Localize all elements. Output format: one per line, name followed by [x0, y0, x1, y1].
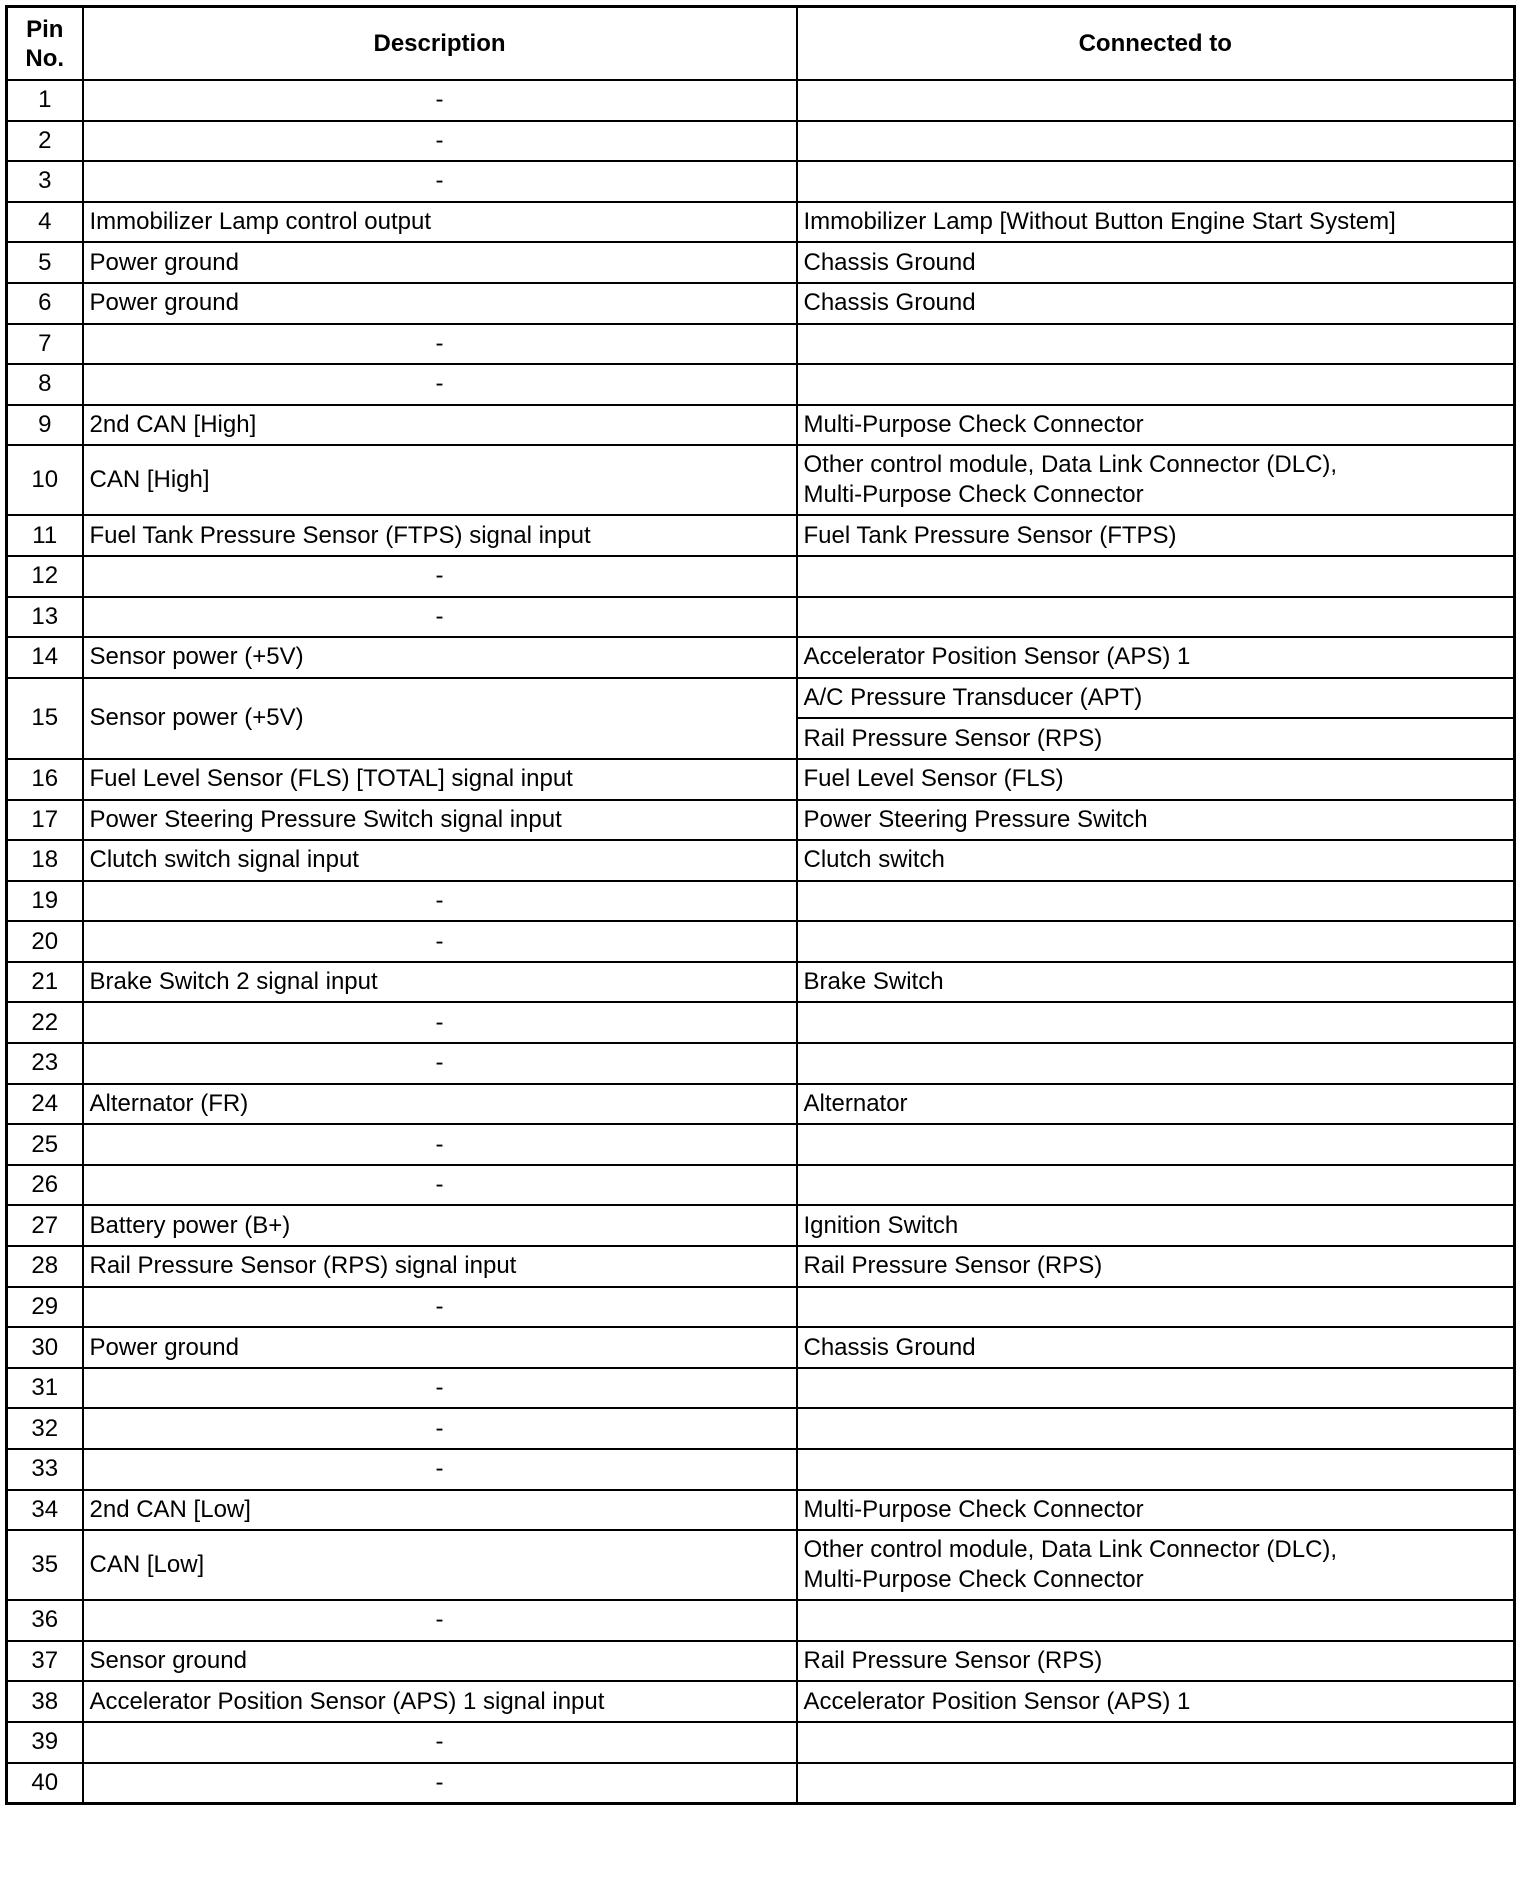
pin-number-cell: 12 — [7, 556, 83, 597]
pin-number-cell: 20 — [7, 921, 83, 962]
table-row — [7, 637, 1515, 678]
pin-number-cell: 17 — [7, 800, 83, 841]
description-cell: Sensor ground — [83, 1641, 797, 1682]
pin-number-cell: 8 — [7, 364, 83, 405]
table-row — [7, 1368, 1515, 1409]
description-cell: CAN [High] — [83, 445, 797, 515]
connected-to-cell: Clutch switch — [797, 840, 1515, 881]
description-cell: - — [83, 1408, 797, 1449]
pin-number-cell: 10 — [7, 445, 83, 515]
pin-number-cell: 3 — [7, 161, 83, 202]
pin-number-cell: 28 — [7, 1246, 83, 1287]
pin-number-cell: 33 — [7, 1449, 83, 1490]
connected-to-cell — [797, 1287, 1515, 1328]
connected-to-cell — [797, 1165, 1515, 1206]
description-cell: - — [83, 881, 797, 922]
description-cell: - — [83, 1002, 797, 1043]
description-cell: - — [83, 1449, 797, 1490]
description-cell: - — [83, 1165, 797, 1206]
description-cell: Power Steering Pressure Switch signal input — [83, 800, 797, 841]
table-row — [7, 242, 1515, 283]
table-row — [7, 445, 1515, 515]
description-cell: Sensor power (+5V) — [83, 637, 797, 678]
description-cell: - — [83, 921, 797, 962]
description-cell: Battery power (B+) — [83, 1205, 797, 1246]
pin-number-cell: 34 — [7, 1490, 83, 1531]
description-cell: Brake Switch 2 signal input — [83, 962, 797, 1003]
description-cell: - — [83, 1600, 797, 1641]
pin-number-cell: 23 — [7, 1043, 83, 1084]
connected-to-cell: Accelerator Position Sensor (APS) 1 — [797, 637, 1515, 678]
table-row — [7, 1205, 1515, 1246]
description-cell: - — [83, 556, 797, 597]
description-cell: 2nd CAN [High] — [83, 405, 797, 446]
table-row — [7, 161, 1515, 202]
table-row — [7, 1681, 1515, 1722]
connected-to-cell: Fuel Level Sensor (FLS) — [797, 759, 1515, 800]
table-row — [7, 515, 1515, 556]
table-row — [7, 1763, 1515, 1804]
table-row — [7, 840, 1515, 881]
table-row — [7, 759, 1515, 800]
table-row — [7, 1043, 1515, 1084]
description-cell: Power ground — [83, 242, 797, 283]
table-row — [7, 1449, 1515, 1490]
description-cell: Fuel Level Sensor (FLS) [TOTAL] signal input — [83, 759, 797, 800]
header-row — [7, 7, 1515, 81]
pin-number-cell: 21 — [7, 962, 83, 1003]
pin-number-cell: 11 — [7, 515, 83, 556]
description-cell: Immobilizer Lamp control output — [83, 202, 797, 243]
pin-number-cell: 7 — [7, 324, 83, 365]
connected-to-cell: Immobilizer Lamp [Without Button Engine Start System] — [797, 202, 1515, 243]
connected-to-cell — [797, 597, 1515, 638]
pin-number-cell: 13 — [7, 597, 83, 638]
header-connected-to: Connected to — [797, 7, 1515, 81]
connected-to-cell: Accelerator Position Sensor (APS) 1 — [797, 1681, 1515, 1722]
table-row — [7, 881, 1515, 922]
connected-to-cell: Chassis Ground — [797, 242, 1515, 283]
description-cell: 2nd CAN [Low] — [83, 1490, 797, 1531]
pin-number-cell: 22 — [7, 1002, 83, 1043]
table-row — [7, 921, 1515, 962]
description-cell: - — [83, 1722, 797, 1763]
table-row — [7, 324, 1515, 365]
description-cell: - — [83, 1043, 797, 1084]
table-row — [7, 283, 1515, 324]
connected-to-cell — [797, 364, 1515, 405]
description-cell: - — [83, 161, 797, 202]
connected-to-cell: Power Steering Pressure Switch — [797, 800, 1515, 841]
table-row — [7, 1084, 1515, 1125]
description-cell: Accelerator Position Sensor (APS) 1 signal input — [83, 1681, 797, 1722]
pin-number-cell: 6 — [7, 283, 83, 324]
table-row — [7, 678, 1515, 719]
table-row — [7, 1641, 1515, 1682]
connected-to-cell — [797, 881, 1515, 922]
description-cell: Clutch switch signal input — [83, 840, 797, 881]
connected-to-cell: Brake Switch — [797, 962, 1515, 1003]
table-row — [7, 80, 1515, 121]
connected-to-cell — [797, 1124, 1515, 1165]
connected-to-cell — [797, 921, 1515, 962]
description-cell: Power ground — [83, 283, 797, 324]
description-cell: - — [83, 1287, 797, 1328]
table-row — [7, 1408, 1515, 1449]
description-cell: - — [83, 364, 797, 405]
connected-to-cell: Alternator — [797, 1084, 1515, 1125]
connected-to-cell: Fuel Tank Pressure Sensor (FTPS) — [797, 515, 1515, 556]
description-cell: Alternator (FR) — [83, 1084, 797, 1125]
table-row — [7, 1002, 1515, 1043]
connected-to-cell: Rail Pressure Sensor (RPS) — [797, 1246, 1515, 1287]
connected-to-cell — [797, 1408, 1515, 1449]
table-body — [7, 80, 1515, 1804]
connected-to-cell: A/C Pressure Transducer (APT) — [797, 678, 1515, 719]
pin-table — [5, 5, 1516, 1805]
description-cell: Fuel Tank Pressure Sensor (FTPS) signal input — [83, 515, 797, 556]
pin-number-cell: 14 — [7, 637, 83, 678]
connected-to-cell — [797, 324, 1515, 365]
pin-number-cell: 37 — [7, 1641, 83, 1682]
table-row — [7, 1600, 1515, 1641]
connected-to-cell — [797, 1002, 1515, 1043]
pin-number-cell: 15 — [7, 678, 83, 759]
connected-to-cell — [797, 1722, 1515, 1763]
description-cell: - — [83, 1124, 797, 1165]
pin-number-cell: 24 — [7, 1084, 83, 1125]
connected-to-cell — [797, 121, 1515, 162]
connected-to-cell — [797, 161, 1515, 202]
pin-number-cell: 36 — [7, 1600, 83, 1641]
connected-to-cell: Other control module, Data Link Connector (DLC), Multi-Purpose Check Connector — [797, 1530, 1515, 1600]
connected-to-cell: Multi-Purpose Check Connector — [797, 1490, 1515, 1531]
pin-number-cell: 18 — [7, 840, 83, 881]
pin-number-cell: 9 — [7, 405, 83, 446]
pin-number-cell: 30 — [7, 1327, 83, 1368]
description-cell: - — [83, 121, 797, 162]
connected-to-cell — [797, 1763, 1515, 1804]
pin-number-cell: 5 — [7, 242, 83, 283]
header-pin-no: Pin No. — [7, 7, 83, 81]
table-row — [7, 1124, 1515, 1165]
pin-number-cell: 38 — [7, 1681, 83, 1722]
table-row — [7, 1287, 1515, 1328]
table-row — [7, 597, 1515, 638]
description-cell: Rail Pressure Sensor (RPS) signal input — [83, 1246, 797, 1287]
table-row — [7, 800, 1515, 841]
table-row — [7, 1722, 1515, 1763]
description-cell: - — [83, 597, 797, 638]
description-cell: - — [83, 80, 797, 121]
pin-number-cell: 1 — [7, 80, 83, 121]
pin-number-cell: 39 — [7, 1722, 83, 1763]
description-cell: CAN [Low] — [83, 1530, 797, 1600]
connected-to-cell: Multi-Purpose Check Connector — [797, 405, 1515, 446]
table-row — [7, 364, 1515, 405]
connected-to-cell: Rail Pressure Sensor (RPS) — [797, 1641, 1515, 1682]
pin-number-cell: 40 — [7, 1763, 83, 1804]
pin-number-cell: 4 — [7, 202, 83, 243]
pin-number-cell: 35 — [7, 1530, 83, 1600]
table-row — [7, 202, 1515, 243]
table-row — [7, 1327, 1515, 1368]
connected-to-cell — [797, 1368, 1515, 1409]
pin-number-cell: 32 — [7, 1408, 83, 1449]
pin-number-cell: 25 — [7, 1124, 83, 1165]
connected-to-cell — [797, 1043, 1515, 1084]
connected-to-cell — [797, 556, 1515, 597]
connected-to-cell — [797, 1449, 1515, 1490]
pin-number-cell: 26 — [7, 1165, 83, 1206]
pin-number-cell: 16 — [7, 759, 83, 800]
pin-number-cell: 31 — [7, 1368, 83, 1409]
connected-to-cell: Chassis Ground — [797, 1327, 1515, 1368]
table-row — [7, 1246, 1515, 1287]
table-row — [7, 962, 1515, 1003]
table-row — [7, 121, 1515, 162]
table-row — [7, 405, 1515, 446]
connected-to-cell: Other control module, Data Link Connector (DLC), Multi-Purpose Check Connector — [797, 445, 1515, 515]
description-cell: Power ground — [83, 1327, 797, 1368]
description-cell: Sensor power (+5V) — [83, 678, 797, 759]
table-row — [7, 1530, 1515, 1600]
table-row — [7, 556, 1515, 597]
connected-to-cell: Chassis Ground — [797, 283, 1515, 324]
header-description: Description — [83, 7, 797, 81]
pin-number-cell: 29 — [7, 1287, 83, 1328]
table-row — [7, 1490, 1515, 1531]
connected-to-cell: Rail Pressure Sensor (RPS) — [797, 718, 1515, 759]
description-cell: - — [83, 1368, 797, 1409]
table-row — [7, 1165, 1515, 1206]
pin-number-cell: 19 — [7, 881, 83, 922]
pin-number-cell: 2 — [7, 121, 83, 162]
connected-to-cell — [797, 1600, 1515, 1641]
connected-to-cell — [797, 80, 1515, 121]
description-cell: - — [83, 324, 797, 365]
description-cell: - — [83, 1763, 797, 1804]
connected-to-cell: Ignition Switch — [797, 1205, 1515, 1246]
pin-number-cell: 27 — [7, 1205, 83, 1246]
